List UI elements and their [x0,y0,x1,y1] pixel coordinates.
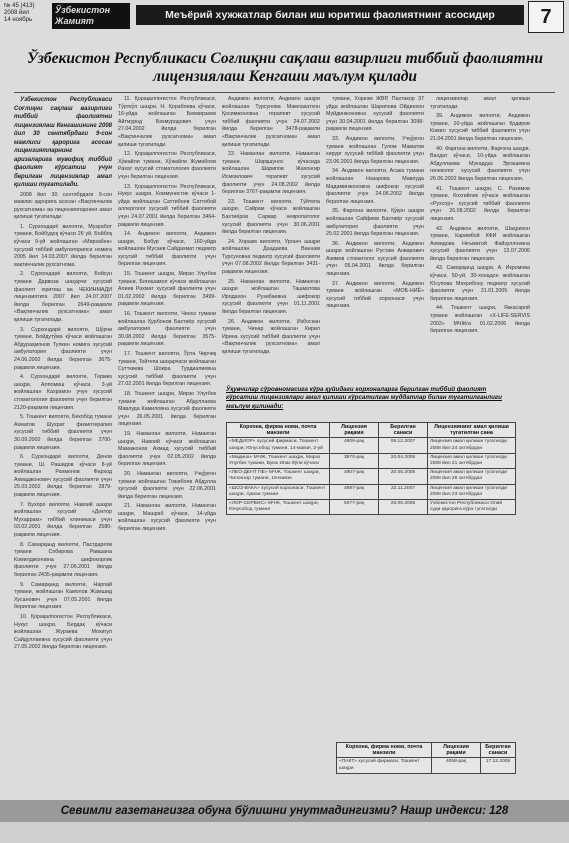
notice-paragraph: Ўқувчилар сўровномасига кўра қуйидаги корхоналарга берилган тиббий фаолият кўрсатиш лицензиялари амал қилиши кўрсатилган муддатлар билан тугатилганлиги маълум қилинади: [226,386,502,410]
cell-issue-date: 17.12.2005 [481,758,516,773]
subscription-banner: Севимли газетангизга обуна бўлишни унутмадингизми? Нашр индекси: 128 [0,800,569,822]
table-row [337,758,516,773]
title-divider [14,92,555,93]
issue-number: № 45 (413) [4,3,35,9]
paragraph: 22. Наманган вилояти, Наманган тумани, Шарқшунос кўчасида жойлашган Шарипов Жахонгир Исмоилович терапевт хусусий фаолияти учун 24.08.2002 йилда берилган 3767-рақамли лицензия. [222,151,320,196]
paragraph: 21. Наманган вилояти, Наманган шаҳри, Машраб кўчаси, 14-уйда жойлашган хусусий фаолияти учун берилган лицензия. [118,503,216,533]
cell-company: «МЕДИОР» хусусий фирмаси, Тошкент шаҳри, Юнусобод тумани, 14-мавзе, 2-уй [227,438,330,453]
table-row [227,453,516,468]
cell-license-number: 4058-рақ [432,758,481,773]
cell-issue-date: 20.04.2006 [379,453,428,468]
issue-date: 14 ноябрь [4,17,33,23]
issue-info [4,3,34,24]
paragraph: 44. Тошкент шаҳри, Яккасарой тумани жойлашган «Х-LIFE-SERVIS 2002» МЧЖга 01.02.2006 йилда берилган лицензия. [430,305,530,335]
paragraph: 6. Сурхондарё вилояти, Денов тумани, Ш. Рашидов кўчаси 8-уй жойлашган Рахмонов Фарход Ахмаджонович хусусий фаолияти учун 25.03.2002 йилда берилган 2879-рақамли лицензия. [14,454,112,499]
license-table-2 [336,742,516,774]
paragraph: 18. Тошкент шаҳри, Мирзо Улуғбек тумани жойлашган Абдуллаева Мавлуда Камиловна хусусий фаолияти учун 26.05.2001 йилда берилган лицензия. [118,390,216,428]
cell-license-number: 5077-рақ [330,500,379,515]
table-header-row [337,743,516,758]
article-column-1 [14,96,112,792]
column-header-issue-date: Берилган санаси [379,423,428,438]
issue-year: 2008 йил [4,10,30,16]
article-column-3 [222,96,320,379]
page-header [0,0,569,42]
paragraph: 37. Андижон вилояти, Андижон тумани жойлашган «МОБ-НИЁ» хусусий тиббий корхонаси учун лицензия. [326,280,424,310]
cell-company: «ЛОР-СЕРВИС» МЧЖ, Тошкент шаҳри, Юнусобод тумани [227,500,330,515]
cell-termination: Лицензия амал қилиши тугатилди 2008 йил 21 октябрдан [428,453,516,468]
cell-issue-date: 20.05.2005 [379,469,428,484]
column-header-license-number: Лицензия рақами [330,423,379,438]
cell-license-number: 3970-рақ [330,453,379,468]
paragraph: 9. Самарқанд вилояти, Нарпай тумани, жойлашган Камолов Жамшид Хусанович учун 07.05.2001 йилда берилган лицензия. [14,581,112,611]
paragraph: 40. Фарғона вилояти, Фарғона шаҳри, Вахдат кўчаси, 10-уйда жойлашган Абдуллаева Мукаддас Эргашевна гинеколог хусусий фаолияти учун 26.06.2002 йилда берилган лицензия. [430,145,530,182]
paragraph: 8. Самарқанд вилояти, Пастдарғом тумани Собирова Равшана Комилджоновна шифокорлик фаолияти учун 27.06.2001 йилда берилган 2435-рақамли лицензия. [14,541,112,578]
cell-company: «ПАКТ» хусусий фирмаси, Тошкент шаҳри [337,758,432,773]
paragraph: Андижон вилояти, Андижон шаҳри жойлашган Турсунова Мамлакатхон Қосимжоновна терапевт хусусий тиббий фаолияти учун 24.07.2002 йилда берилган 3478-рақамли «Вақтинчалик рухсатнома» амал қилиши тугатилади. [222,96,320,148]
page-number: 7 [528,1,564,33]
paragraph: 23. Тошкент вилояти, Тўйтепа шаҳри, Сайрам кўчаси жойлашган Бахтиёров Сарвар невропатолог хусусий фаолияти учун 30.06.2001 йилда берилган лицензия. [222,198,320,236]
article-column-4 [326,96,424,386]
paragraph: 12. Қорақалпоғистон Республикаси, Хўжайли тумани, Хўжайли Жумабоев Рахат хусусий стоматология фаолияти учун берилган лицензия. [118,151,216,180]
paragraph: 39. Андижон вилояти, Андижон тумани, 10-уйда жойлашган Қодиров Комил хусусий тиббий фаолияти учун 21.04.2001 йилда берилган лицензия. [430,113,530,142]
article-title: Ўзбекистон Республикаси Соғлиқни сақлаш вазирлиги тиббий фаолиятни лицензиялаш Кенгаши маълум қилади [27,50,543,85]
cell-termination: Лицензия амал қилиши тугатилди 2008 йил 23 октябрдан [428,484,516,499]
paragraph: 13. Қорақалпоғистон Республикаси, Нукус шаҳри, Коммунистик кўчаси 1-уйда жойлашган Саттибоев Саттибой аллерголог хусусий тиббий фаолияти учун 24.07.2001 йилда берилган 3464-рақамли лицензия. [118,183,216,228]
cell-issue-date: 22.11.2007 [379,484,428,499]
paragraph: 33. Андижон вилояти, Учқўрғон тумани жойлашган Гулом Маматов хирург хусусий тиббий фаолияти учун 23.06.2001 йилда берилган лицензия. [326,135,424,165]
paragraph: 15. Тошкент шаҳри, Мирзо Улуғбек тумани, Боғишамол кўчаси жойлашган Алиев Рахмат хусусий фаолияти учун 01.02.2002 йилда берилган 3499-рақамли лицензия. [118,271,216,308]
cell-license-number: 4907-рақ [330,469,379,484]
column-header-license-number: Лицензия рақами [432,743,481,758]
paragraph: 10. Қорақалпоғистон Республикаси, Нукус шаҳри, Бердақ кўчаси жойлашган Жураева Мохигул Сайдуллаевна хусусий фаолияти учун 27.05.2002 йилда берилган лицензия. [14,613,112,651]
cell-issue-date: 06.12.2007 [379,438,428,453]
column-header-termination: Лицензиянинг амал қилиши тугатилган сана [428,423,516,438]
paragraph: тумани, Хорезм ЖВР, Пахтакор 37 уйда жойлашган Шарипова Ойдинхон Муйдинжоновна хусусий фаолияти учун 30.04.2001 йилда берилган 3098-рақамли лицензия. [326,96,424,133]
paragraph: 3. Сурхондарё вилояти, Шўрчи тумани, Бойдутўма кўчаси жойлашган Абдураҳмонов Тулкин номига хусусий амбулатория фаолияти учун 24.06.2002 йилда берилган 3675-рақамли лицензия. [14,326,112,371]
column-header-company: Корхона, фирма номи, почта манзили [227,423,330,438]
paragraph: 11. Қорақалпоғистон Республикаси, Тўрткўл шаҳри, Н. Қорабоева кўчаси, 16-уйда жойлашган Бекмирзаев Айтмурод Бекмуродович учун 27.04.2002 йилда берилган «Вақтинчалик рухсатнома» амал қилиши тугатилади. [118,96,216,148]
table-row [227,500,516,515]
paragraph: 14. Андижон вилояти, Андижон шаҳри, Бобур кўчаси, 160-уйда жойлашган Мусаев Сайдахмат педиатр хусусий тиббий фаолияти учун берилган лицензия. [118,231,216,268]
cell-company: «ШОЗ-ВАКА» хусусий корхонаси, Тошкент шаҳри, Ҳамза тумани [227,484,330,499]
paragraph: 16. Тошкент вилояти, Чиноз тумани жойлашган Қурбонов Бахтиёр хусусий амбулатория фаолияти учун 30.08.2002 йилда берилган 3575-рақамли лицензия. [118,311,216,348]
paragraph: лицензиялар амал қилиши тугатилади. [430,96,530,110]
paragraph: 2. Сурхондарё вилояти, Бойсун тумани Дарвоза шаҳарчи хусусий фаолият юритиш ва ЧЕКИНМАДИ лицензиятига 2007 йил 24.07.2007 йилда берилган 2649-рақамли «Вақтинчалик рухсатнома» амал қилиши тугатилади. [14,271,112,323]
cell-company: «ЛЕО-ДЕНТ ПЕ» МЧЖ, Тошкент шаҳри, Чилонзор тумани, 19-мавзе [227,469,330,484]
paragraph: 43. Самарқанд шаҳри, А. Икромова кўчаси, 50-уй, 30-хонадон жойлашган Юсупова Мехрибону педиатр хусусий фаолияти учун 31.01.2005 йилда берилган лицензия. [430,265,530,302]
header-slogan: Меъёрий хужжатлар билан иш юритиш фаолиятнинг асосидир [136,5,524,25]
newspaper-logo: Ўзбекистон Жамият [52,3,130,29]
cell-company: «Мадина» МЧЖ, Тошкент шаҳри, Мирзо Улуғбек тумани, Буюк Ипак йўли кўчаси [227,453,330,468]
paragraph: 34. Андижон вилояти, Асака тумани жойлашган Назарова Мавлуда Мадаминжоновна шифокор хусусий фаолияти учун 24.06.2002 йилда берилган лицензия. [326,168,424,205]
paragraph: 1. Сурхондарё вилояти, Музработ тумани, Бойбудоқ кўчаси 26 уй, Бойбоқ кўчаси 9-уй жойлашган «Мирзабек» хусусий тиббий амбулаторияси номига 2005 йил 14.03.2007 йилда берилган вақтинчалик рухсатнома. [14,223,112,268]
paragraph: 36. Андижон вилояти, Андижон шаҳри жойлашган Рустам Анварович Азимов стоматолог хусусий фаолияти учун 05.04.2001 йилда берилган лицензия. [326,240,424,278]
paragraph: 7. Бухоро вилояти, Навоий шаҳри жойлашган хусусий «Доктор Мухаррам» тиббий клиникаси учун 03.02.2001 йилда берилган 2580-рақамли лицензия. [14,501,112,539]
cell-license-number: 4987-рақ [330,484,379,499]
paragraph: 5. Тошкент вилояти, Бекобод тумани Ахматов Шухрат физиотерапия хусусий тиббий фаолияти учун 30.09.2002 йилда берилган 2700-рақамли лицензия. [14,414,112,451]
table-header-row [227,423,516,438]
paragraph: 2008 йил 30 сентябрдаги 9-сон мажлис қарорига асосан «Вақтинчалик рухсатнома» ва лицензияларнинг амал қилиши тугатилади: [14,191,112,221]
page-bottom-margin [0,822,569,843]
paragraph: 41. Тошкент шаҳри, С. Рахимов тумани, Кохгийлик кўчаси жойлашган «Рухсор» хусусий тиббий фаолияти учун 26.08.2002 йилда берилган лицензия. [430,185,530,222]
cell-license-number: 4909-рақ [330,438,379,453]
paragraph: 25. Наманган вилояти, Наманган шаҳри жойлашган Ташматова Иродахон Рузибаевна шифокор хусусий фаолияти учун 01.11.2001 йилда берилган лицензия. [222,278,320,316]
paragraph: 42. Андижон вилояти, Шаҳрихон тумани, Каримбой КФИ жойлашган Ахмедова Неъматой Файзуллоевна хусусий фаолияти учун 13.07.2006 йилда берилган лицензия. [430,225,530,262]
table-row [227,469,516,484]
column-header-company: Корхона, фирма номи, почта манзили [337,743,432,758]
paragraph: 35. Фарғона вилояти, Қўқон шаҳри жойлашган Сайфиев Бахтиёр хусусий амбулатория фаолияти учун 25.02.2001 йилда берилган лицензия. [326,208,424,238]
article-column-2 [118,96,216,792]
paragraph: 24. Хоразм вилояти, Урганч шаҳри жойлашган Даадаева Ваннам Турсуновна педиатр хусусий фаолияти учун 07.08.2002 йилда берилган 3431-рақамли лицензия. [222,238,320,276]
paragraph: 4. Сурхондарё вилояти, Термиз шаҳри, Алпомиш кўчаси, 3-уй жойлашган Кахрамон учун хусусий стоматология фаолияти учун берилган 2120-рақамли лицензия. [14,374,112,411]
cell-issue-date: 26.09.2006 [379,500,428,515]
column-header-issue-date: Берилган санаси [481,743,516,758]
cell-termination: Лицензия амал қилиши тугатилди 2008 йил 28 октябрдан [428,469,516,484]
license-table-1 [226,422,516,515]
paragraph: 26. Андижон вилояти, Избоскан тумани, Чинар жойлашган Кирил Ирина хусусий тиббий фаолияти учун «Вақтинчалик рухсатнома» амал қилиши тугатилади. [222,318,320,355]
article-lead: Ўзбекистон Республикаси Соғлиқни сақлаш вазирлиги тиббий фаолиятни лицензиялаш Кенгашининг 2008 йил 30 сентябрдаги 9-сон мажлиси қарорига асосан лицензиятларнинг аризаларига мувофиқ тиббий фаолият кўрсатиш учун берилган лицензиялар амал қилиши тугатилади. [14,97,112,188]
paragraph: 20. Наманган вилояти, Учқўрғон тумани жойлашган Тожибоев Абдулла хусусий фаолияти учун 22.06.2001 йилда берилган лицензия. [118,470,216,500]
table-row [227,438,516,453]
cell-termination: Лицензия амал қилиши тугатилди 2008 йил 24 октябрдан [428,438,516,453]
paragraph: 17. Тошкент вилояти, Ўрта Чирчиқ тумани, Тойтепа шаҳарчаси жойлашган Сутткиева Шоира Турдиалиевна хусусий тиббий фаолияти учун 27.02.2001 йилда берилган лицензия. [118,351,216,388]
paragraph: 19. Наманган вилояти, Наманган шаҳри, Навоий кўчаси жойлашган Мамажонов Ахмад хусусий тиббий фаолияти учун 02.05.2002 йилда берилган лицензия. [118,430,216,468]
cell-termination: Ўзбекистон Республикаси Олий суди қарорига кўра тугатилди [428,500,516,515]
table-row [227,484,516,499]
